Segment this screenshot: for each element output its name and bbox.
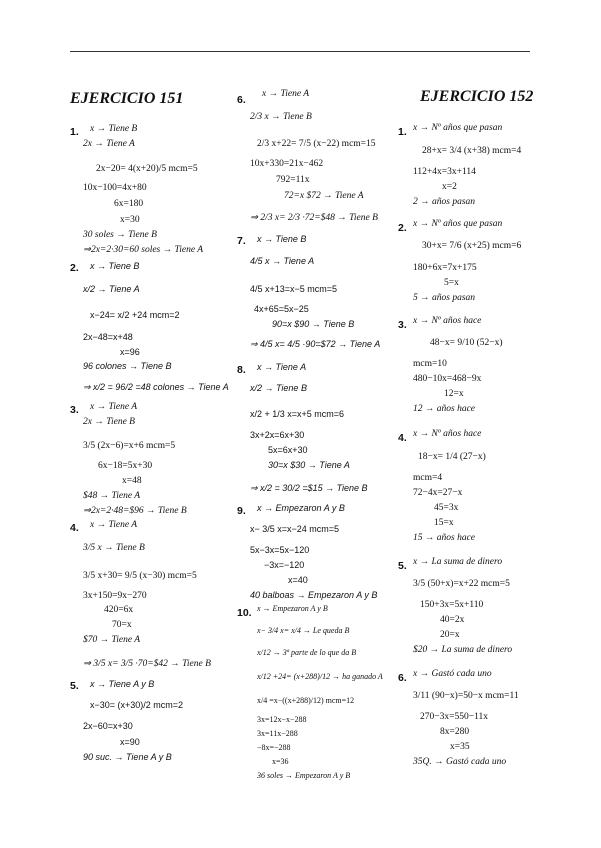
solution-line: 30+x= 7/6 (x+25) mcm=6: [422, 241, 522, 251]
solution-line: x → Gastó cada uno: [413, 669, 492, 679]
solution-line: x/4 =x−((x+288)/12) mcm=12: [257, 696, 355, 705]
solution-line: 15=x: [434, 518, 454, 528]
solution-line: 2x−20= 4(x+20)/5 mcm=5: [96, 164, 198, 174]
solution-line: 5=x: [444, 278, 459, 288]
solution-line: ⇒ 4/5 x= 4/5 ·90=$72 → Tiene A: [250, 339, 381, 349]
solution-line: 3/5 x+30= 9/5 (x−30) mcm=5: [83, 571, 197, 581]
solution-line: ⇒ x/2 = 96/2 =48 colones → Tiene A: [83, 382, 229, 392]
solution-line: 180+6x=7x+175: [413, 263, 477, 273]
problem-number: 6.: [398, 672, 407, 684]
solution-line: x− 3/4 x= x/4 → Le queda B: [257, 626, 350, 635]
solution-line: x=2: [442, 182, 457, 192]
solution-line: 792=11x: [276, 175, 310, 185]
solution-line: $48 → Tiene A: [83, 491, 141, 501]
solution-line: 8x=280: [440, 727, 470, 737]
solution-line: 2/3 x+22= 7/5 (x−22) mcm=15: [257, 139, 376, 149]
solution-line: mcm=10: [413, 359, 447, 369]
solution-line: x/2 → Tiene A: [83, 284, 140, 294]
solution-line: 2 → años pasan: [413, 197, 476, 207]
solution-line: x → Nº años hace: [413, 429, 482, 439]
solution-line: 3/5 (2x−6)=x+6 mcm=5: [83, 441, 176, 451]
solution-line: x → Tiene A: [90, 520, 138, 530]
problem-number: 4.: [398, 432, 407, 444]
solution-line: 2x−60=x+30: [83, 721, 133, 731]
solution-line: 28+x= 3/4 (x+38) mcm=4: [422, 146, 522, 156]
heading-ejercicio-152: EJERCICIO 152: [420, 88, 534, 105]
solution-line: −8x=−288: [257, 743, 291, 752]
solution-line: x → Tiene B: [90, 124, 138, 134]
solution-line: 4x+65=5x−25: [254, 304, 309, 314]
problem-number: 5.: [70, 680, 79, 692]
solution-line: 72−4x=27−x: [413, 488, 463, 498]
solution-line: 3x+2x=6x+30: [250, 430, 305, 440]
solution-line: x → Nº años que pasan: [413, 123, 503, 133]
solution-line: mcm=4: [413, 473, 443, 483]
solution-line: 96 colones → Tiene B: [83, 361, 172, 371]
solution-line: x → Tiene B: [90, 261, 140, 271]
problem-number: 5.: [398, 560, 407, 572]
solution-line: x=30: [120, 215, 140, 225]
solution-line: ⇒2x=2·30=60 soles → Tiene A: [83, 245, 204, 255]
solution-line: 30=x $30 → Tiene A: [268, 460, 350, 470]
solution-line: x → Nº años hace: [413, 316, 482, 326]
solution-line: x=35: [450, 742, 470, 752]
solution-line: x/2 + 1/3 x=x+5 mcm=6: [250, 409, 345, 419]
solution-line: 30 soles → Tiene B: [83, 230, 157, 240]
solution-line: 36 soles → Empezaron A y B: [257, 771, 351, 780]
solution-line: 72=x $72 → Tiene A: [284, 191, 364, 201]
solution-line: x → Empezaron A y B: [257, 503, 345, 513]
solution-line: 45=3x: [434, 503, 459, 513]
solution-line: x → La suma de dinero: [413, 557, 503, 567]
solution-line: x=96: [120, 347, 140, 357]
solution-line: x=48: [122, 476, 142, 486]
problem-number: 2.: [70, 262, 79, 274]
solution-line: 3x+150=9x−270: [83, 591, 147, 601]
problem-number: 3.: [398, 319, 407, 331]
solution-line: 70=x: [112, 620, 132, 630]
problem-number: 10.: [237, 607, 252, 619]
solution-line: x/2 → Tiene B: [250, 383, 307, 393]
heading-ejercicio-151: EJERCICIO 151: [70, 90, 184, 107]
solution-line: 3/11 (90−x)=50−x mcm=11: [413, 691, 519, 701]
solution-line: 2x → Tiene B: [83, 417, 135, 427]
solution-line: 20=x: [440, 630, 460, 640]
solution-line: 10x+330=21x−462: [250, 159, 324, 169]
solution-line: −3x=−120: [264, 560, 305, 570]
solution-line: 5x−3x=5x−120: [250, 545, 310, 555]
solution-line: 12=x: [444, 389, 464, 399]
solution-line: 3x=12x−x−288: [257, 715, 307, 724]
solution-line: 40=2x: [440, 615, 465, 625]
solution-line: 90=x $90 → Tiene B: [272, 319, 355, 329]
solution-line: ⇒ 2/3 x= 2/3 ·72=$48 → Tiene B: [250, 213, 378, 223]
solution-line: 18−x= 1/4 (27−x): [418, 452, 486, 462]
solution-line: x → Tiene A: [262, 89, 310, 99]
solution-line: 10x−100=4x+80: [83, 183, 147, 193]
solution-line: 2/3 x → Tiene B: [250, 112, 312, 122]
solution-line: 4/5 x+13=x−5 mcm=5: [250, 284, 338, 294]
solution-line: 112+4x=3x+114: [413, 167, 476, 177]
solution-line: x−30= (x+30)/2 mcm=2: [90, 700, 184, 710]
solution-line: x− 3/5 x=x−24 mcm=5: [250, 524, 340, 534]
solution-line: 15 → años hace: [413, 533, 476, 543]
solution-line: 3/5 (50+x)=x+22 mcm=5: [413, 579, 510, 589]
solution-line: x → Tiene A y B: [90, 679, 155, 689]
solution-line: 2x → Tiene A: [83, 139, 135, 149]
solution-line: x → Tiene B: [257, 234, 307, 244]
problem-number: 7.: [237, 235, 246, 247]
problem-number: 1.: [398, 126, 407, 138]
solution-line: 12 → años hace: [413, 404, 476, 414]
problem-number: 9.: [237, 505, 246, 517]
solution-line: 35Q. → Gastó cada uno: [413, 757, 507, 767]
problem-number: 2.: [398, 222, 407, 234]
solution-line: 5 → años pasan: [413, 293, 476, 303]
solution-line: ⇒ x/2 = 30/2 =$15 → Tiene B: [250, 483, 368, 493]
problem-number: 8.: [237, 364, 246, 376]
solution-line: 420=6x: [104, 605, 134, 615]
solution-line: 40 balboas → Empezaron A y B: [250, 590, 378, 600]
solution-line: x/12 +24= (x+288)/12 → ha ganado A: [257, 672, 383, 681]
solution-line: x=40: [288, 575, 308, 585]
solution-line: 6x−18=5x+30: [98, 461, 153, 471]
solution-line: x=90: [120, 737, 140, 747]
solution-line: 480−10x=468−9x: [413, 374, 482, 384]
solution-line: x → Tiene A: [257, 362, 307, 372]
solution-line: x−24= x/2 +24 mcm=2: [90, 310, 180, 320]
solution-line: 48−x= 9/10 (52−x): [430, 338, 503, 348]
solution-line: 90 suc. → Tiene A y B: [83, 752, 172, 762]
solution-line: 4/5 x → Tiene A: [250, 256, 315, 266]
solution-line: x → Empezaron A y B: [257, 604, 328, 613]
problem-number: 4.: [70, 522, 79, 534]
solution-line: x → Tiene A: [90, 402, 138, 412]
header-rule: [70, 51, 530, 52]
solution-line: 5x=6x+30: [268, 445, 308, 455]
problem-number: 6.: [237, 94, 246, 106]
solution-line: 150+3x=5x+110: [420, 600, 484, 610]
solution-line: 2x−48=x+48: [83, 332, 133, 342]
solution-line: 3/5 x → Tiene B: [83, 543, 145, 553]
solution-line: 3x=11x−288: [257, 729, 298, 738]
solution-line: $70 → Tiene A: [83, 635, 141, 645]
problem-number: 1.: [70, 126, 79, 138]
solution-line: $20 → La suma de dinero: [413, 645, 513, 655]
problem-number: 3.: [70, 404, 79, 416]
solution-line: 6x=180: [114, 199, 144, 209]
solution-line: ⇒2x=2·48=$96 → Tiene B: [83, 506, 187, 516]
solution-line: x → Nº años que pasan: [413, 219, 503, 229]
solution-line: x/12 → 3ª parte de lo que da B: [257, 648, 357, 657]
solution-line: ⇒ 3/5 x= 3/5 ·70=$42 → Tiene B: [83, 659, 211, 669]
solution-line: 270−3x=550−11x: [420, 712, 488, 722]
solution-line: x=36: [272, 757, 289, 766]
